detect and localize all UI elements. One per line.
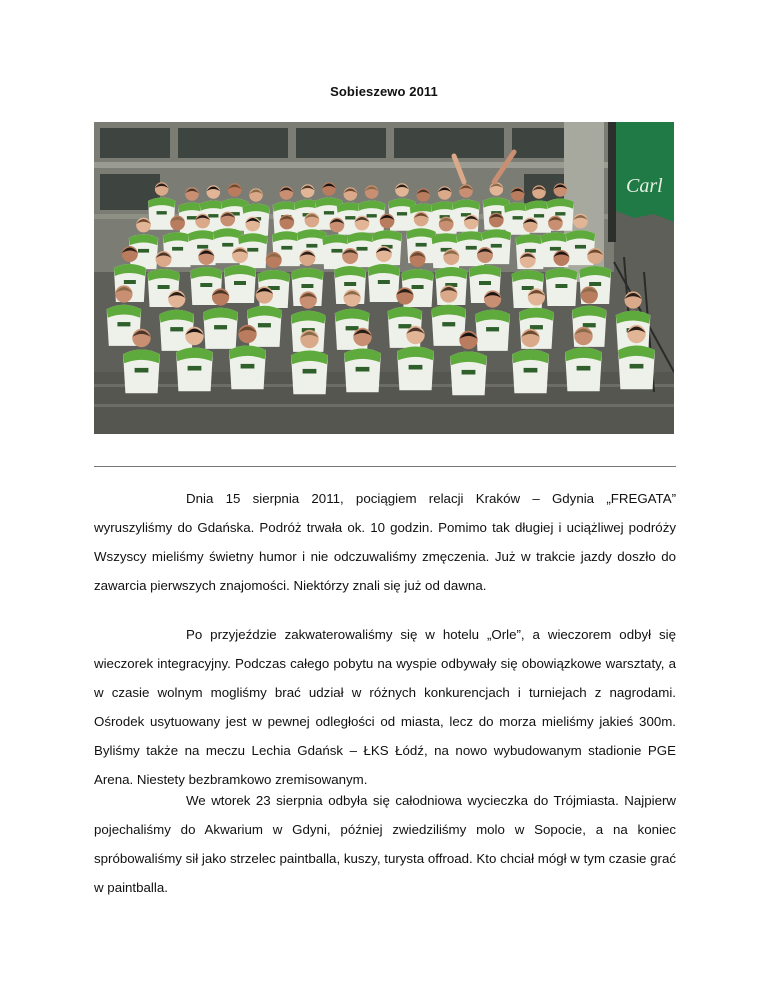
paragraph-3 [94, 786, 676, 902]
paragraph-3-text: We wtorek 23 sierpnia odbyła się całodniowa wycieczka do Trójmiasta. Najpierw pojechaliśmy do Akwarium w Gdyni, później zwiedziliśmy molo w Sopocie, a na koniec spróbowaliśmy sił jako strzelec paintballa, kuszy, turysta offroad. Kto chciał mógł w tym czasie grać w paintballa. [94, 793, 676, 895]
paragraph-1 [94, 484, 676, 600]
document-title: Sobieszewo 2011 [330, 84, 438, 99]
paragraph-2-text: Po przyjeździe zakwaterowaliśmy się w hotelu „Orle”, a wieczorem odbył się wieczorek integracyjny. Podczas całego pobytu na wyspie odbywały się obowiązkowe warsztaty, a w czasie wolnym mogliśmy brać udział w różnych konkurencjach i turniejach z nagrodami. Ośrodek usytuowany jest w pewnej odległości od miasta, lecz do morza mieliśmy jakieś 300m. Byliśmy także na meczu Lechia Gdańsk – ŁKS Łódź, na nowo wybudowanym stadionie PGE Arena. Niestety bezbramkowo zremisowanym. [94, 627, 676, 787]
svg-text:Carl: Carl [626, 175, 663, 197]
horizontal-rule [94, 466, 676, 467]
paragraph-2 [94, 620, 676, 794]
group-photo [94, 122, 674, 434]
paragraph-1-text: Dnia 15 sierpnia 2011, pociągiem relacji Kraków – Gdynia „FREGATA” wyruszyliśmy do Gdańska. Podróż trwała ok. 10 godzin. Pomimo tak długiej i uciążliwej podróży Wszyscy mieliśmy świetny humor i nie odczuwaliśmy zmęczenia. Już w trakcie jazdy doszło do zawarcia pierwszych znajomości. Niektórzy znali się już od dawna. [94, 491, 676, 593]
